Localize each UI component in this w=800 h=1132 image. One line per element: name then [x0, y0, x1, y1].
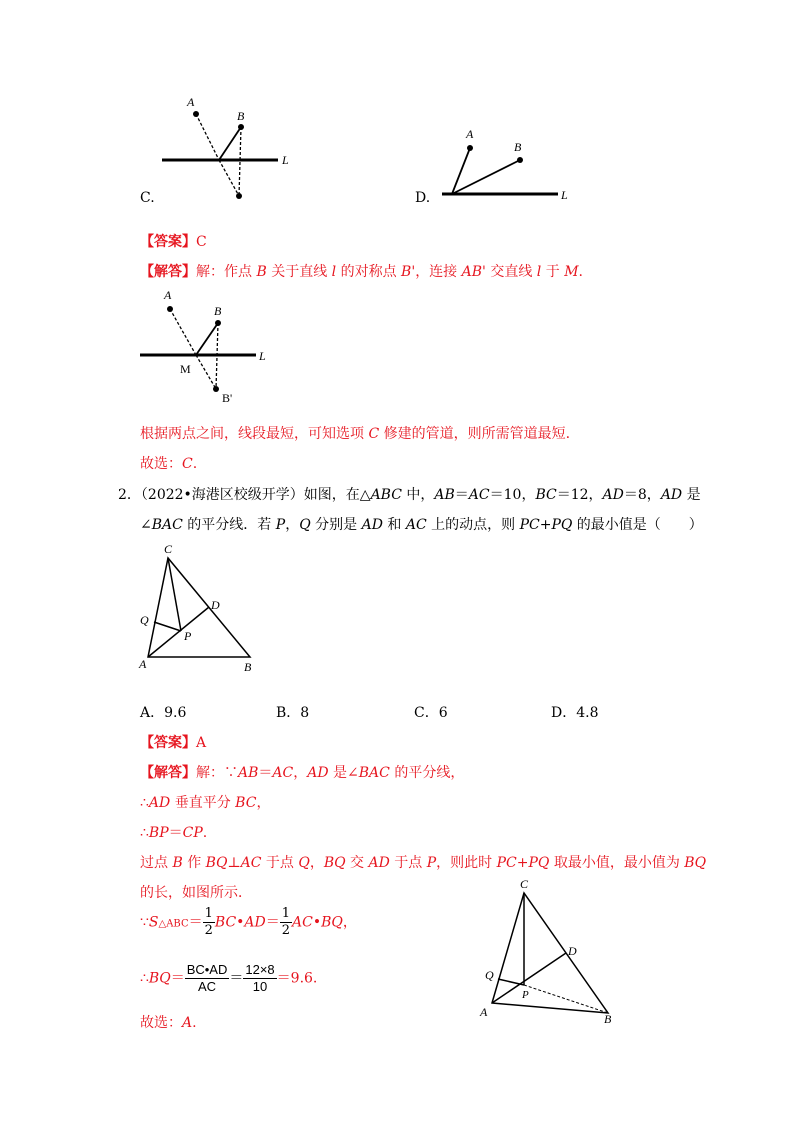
- q2-option-c[interactable]: C．6: [414, 705, 448, 721]
- label-a: A: [187, 95, 195, 109]
- label-l: L: [259, 349, 266, 363]
- label-c: C: [520, 877, 529, 891]
- fraction-half-1: $\frac{1}{2}$: [204, 906, 213, 938]
- q1-solution-line: 【解答】解：作点 B 关于直线 l 的对称点 B'，连接 AB' 交直线 l 于 M.: [140, 264, 583, 280]
- segment-am: [170, 309, 196, 355]
- q1-reason-line: 根据两点之间，线段最短，可知选项 C 修建的管道，则所需管道最短.: [140, 426, 571, 442]
- q1-answer: C: [196, 234, 207, 250]
- figure-option-d: [430, 120, 580, 205]
- q2-option-a[interactable]: A．9.6: [140, 705, 187, 721]
- label-p: P: [522, 989, 529, 1001]
- point-b: [215, 320, 221, 326]
- option-d-label: D.: [415, 190, 431, 206]
- segment-cp: [168, 558, 181, 631]
- segment-b: [452, 160, 520, 194]
- label-a: A: [466, 127, 474, 141]
- point-a: [167, 306, 173, 312]
- q2-stem-line-2: ∠BAC 的平分线．若 P，Q 分别是 AD 和 AC 上的动点，则 PC+PQ 的最小值是（ ）: [140, 517, 703, 533]
- segment-qp: [154, 622, 181, 631]
- q2-bq-formula: ∴BQ＝ $\frac{BC•AD}{AC}$ ＝ $\frac{12\times 8}{10}$ ＝9.6.: [140, 962, 318, 994]
- label-l: L: [561, 188, 568, 202]
- segment-mbprime: [196, 355, 216, 389]
- label-b: B: [244, 660, 252, 674]
- q2-solution-line-4: 过点 B 作 BQ⊥AC 于点 Q，BQ 交 AD 于点 P，则此时 PC+PQ 取最小值，最小值为 BQ: [140, 855, 707, 871]
- label-p: P: [184, 629, 192, 643]
- q2-option-b[interactable]: B．8: [276, 705, 310, 721]
- label-b: B: [514, 140, 522, 154]
- point-a: [467, 145, 473, 151]
- label-d: D: [568, 944, 577, 958]
- point-a: [193, 111, 199, 117]
- label-m: M: [180, 362, 191, 376]
- q2-solution-line-2: ∴AD 垂直平分 BC，: [140, 795, 271, 811]
- label-a: A: [480, 1005, 488, 1019]
- q2-solution-line-5: 的长，如图所示．: [140, 885, 252, 901]
- q2-solution-figure: [470, 875, 625, 1025]
- label-q: Q: [140, 613, 149, 627]
- fraction-bcad-ac: $\frac{BC•AD}{AC}$: [186, 962, 228, 994]
- point-bprime: [236, 193, 242, 199]
- q1-answer-line: 【答案】C: [140, 234, 207, 250]
- label-b: B: [604, 1012, 612, 1025]
- q1-solution-figure: [130, 285, 290, 410]
- point-bprime: [213, 386, 219, 392]
- q2-option-d[interactable]: D．4.8: [551, 705, 599, 721]
- label-b: B: [237, 109, 245, 123]
- fraction-12x8-10: $\frac{12\times 8}{10}$: [245, 962, 275, 994]
- segment-pb: [219, 127, 241, 160]
- option-c-label: C.: [140, 190, 155, 206]
- q2-answer: A: [196, 735, 207, 751]
- label-bprime: B': [222, 391, 233, 405]
- q2-area-formula: ∵S△ABC＝ $\frac{1}{2}$ BC•AD＝ $\frac{1}{2}$ AC•BQ，: [140, 906, 357, 938]
- q2-figure: [135, 540, 270, 675]
- label-a: A: [164, 288, 172, 302]
- segment-ap: [196, 114, 219, 160]
- q2-solution-line-1: 【解答】解：∵AB＝AC，AD 是∠BAC 的平分线，: [140, 765, 465, 781]
- fraction-half-2: $\frac{1}{2}$: [281, 906, 291, 938]
- label-b: B: [214, 304, 222, 318]
- segment-mb: [196, 323, 218, 355]
- q2-solution-line-3: ∴BP＝CP.: [140, 825, 208, 841]
- label-c: C: [164, 542, 173, 556]
- label-q: Q: [485, 968, 494, 982]
- label-d: D: [211, 598, 220, 612]
- figure-option-c: [150, 90, 310, 205]
- segment-pbprime: [219, 160, 239, 196]
- segment-qp: [498, 979, 524, 985]
- q2-answer-line: 【答案】A: [140, 735, 207, 751]
- triangle-abc: [492, 893, 608, 1013]
- q2-stem-line-1: 2．（2022•海港区校级开学）如图，在△ABC 中，AB＝AC＝10，BC＝12，AD＝8，AD 是: [118, 487, 701, 503]
- q1-choose-line: 故选：C.: [140, 456, 198, 472]
- label-l: L: [282, 153, 289, 167]
- label-a: A: [139, 657, 147, 671]
- point-b: [517, 157, 523, 163]
- triangle-abc: [148, 558, 250, 657]
- q2-choose-line: 故选：A.: [140, 1015, 197, 1031]
- point-b: [238, 124, 244, 130]
